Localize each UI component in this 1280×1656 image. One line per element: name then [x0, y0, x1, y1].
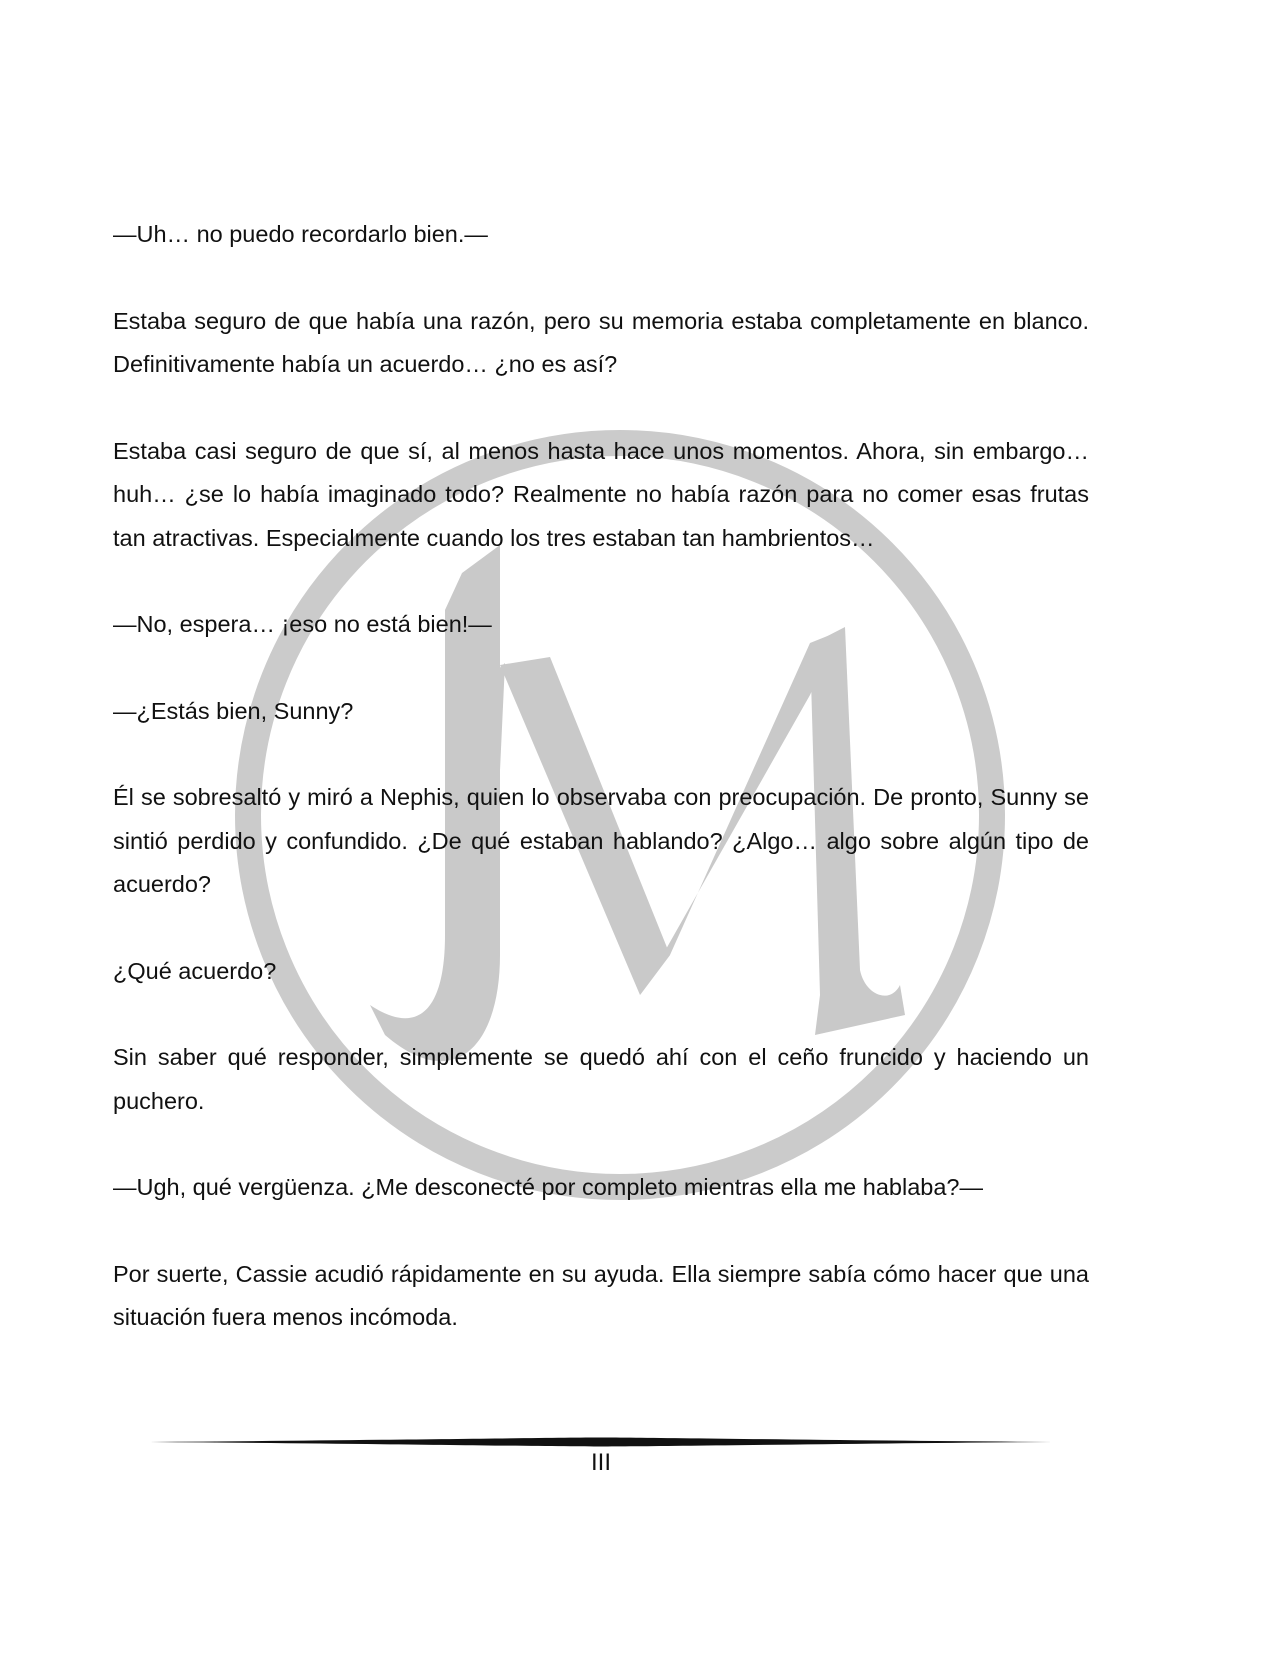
footer-divider [150, 1437, 1052, 1447]
document-body [113, 213, 1089, 1383]
page-number: III [590, 1449, 611, 1476]
paragraph-1: —Uh… no puedo recordarlo bien.— [113, 221, 488, 247]
paragraph-3: Estaba casi seguro de que sí, al menos hasta hace unos momentos. Ahora, sin embargo… huh… ¿se lo había imaginado todo? Realmente no había razón para no comer esas frutas tan atractivas. Especialmente cuando los tres estaban tan hambrientos… [113, 437, 1089, 551]
paragraph-5: —¿Estás bien, Sunny? [113, 697, 354, 724]
paragraph-6: Él se sobresaltó y miró a Nephis, quien lo observaba con preocupación. De pronto, Sunny se sintió perdido y confundido. ¿De qué estaban hablando? ¿Algo… algo sobre algún tipo de acuerdo? [113, 784, 1089, 897]
paragraph-4: —No, espera… ¡eso no está bien!— [113, 611, 492, 637]
paragraph-7: ¿Qué acuerdo? [113, 957, 277, 984]
paragraph-9: —Ugh, qué vergüenza. ¿Me desconecté por completo mientras ella me hablaba?— [113, 1174, 983, 1200]
paragraph-2: Estaba seguro de que había una razón, pero su memoria estaba completamente en blanco. Definitivamente había un acuerdo… ¿no es así? [113, 307, 1089, 377]
paragraph-8: Sin saber qué responder, simplemente se quedó ahí con el ceño fruncido y haciendo un puchero. [113, 1044, 1089, 1114]
paragraph-10: Por suerte, Cassie acudió rápidamente en su ayuda. Ella siempre sabía cómo hacer que una situación fuera menos incómoda. [113, 1260, 1089, 1330]
